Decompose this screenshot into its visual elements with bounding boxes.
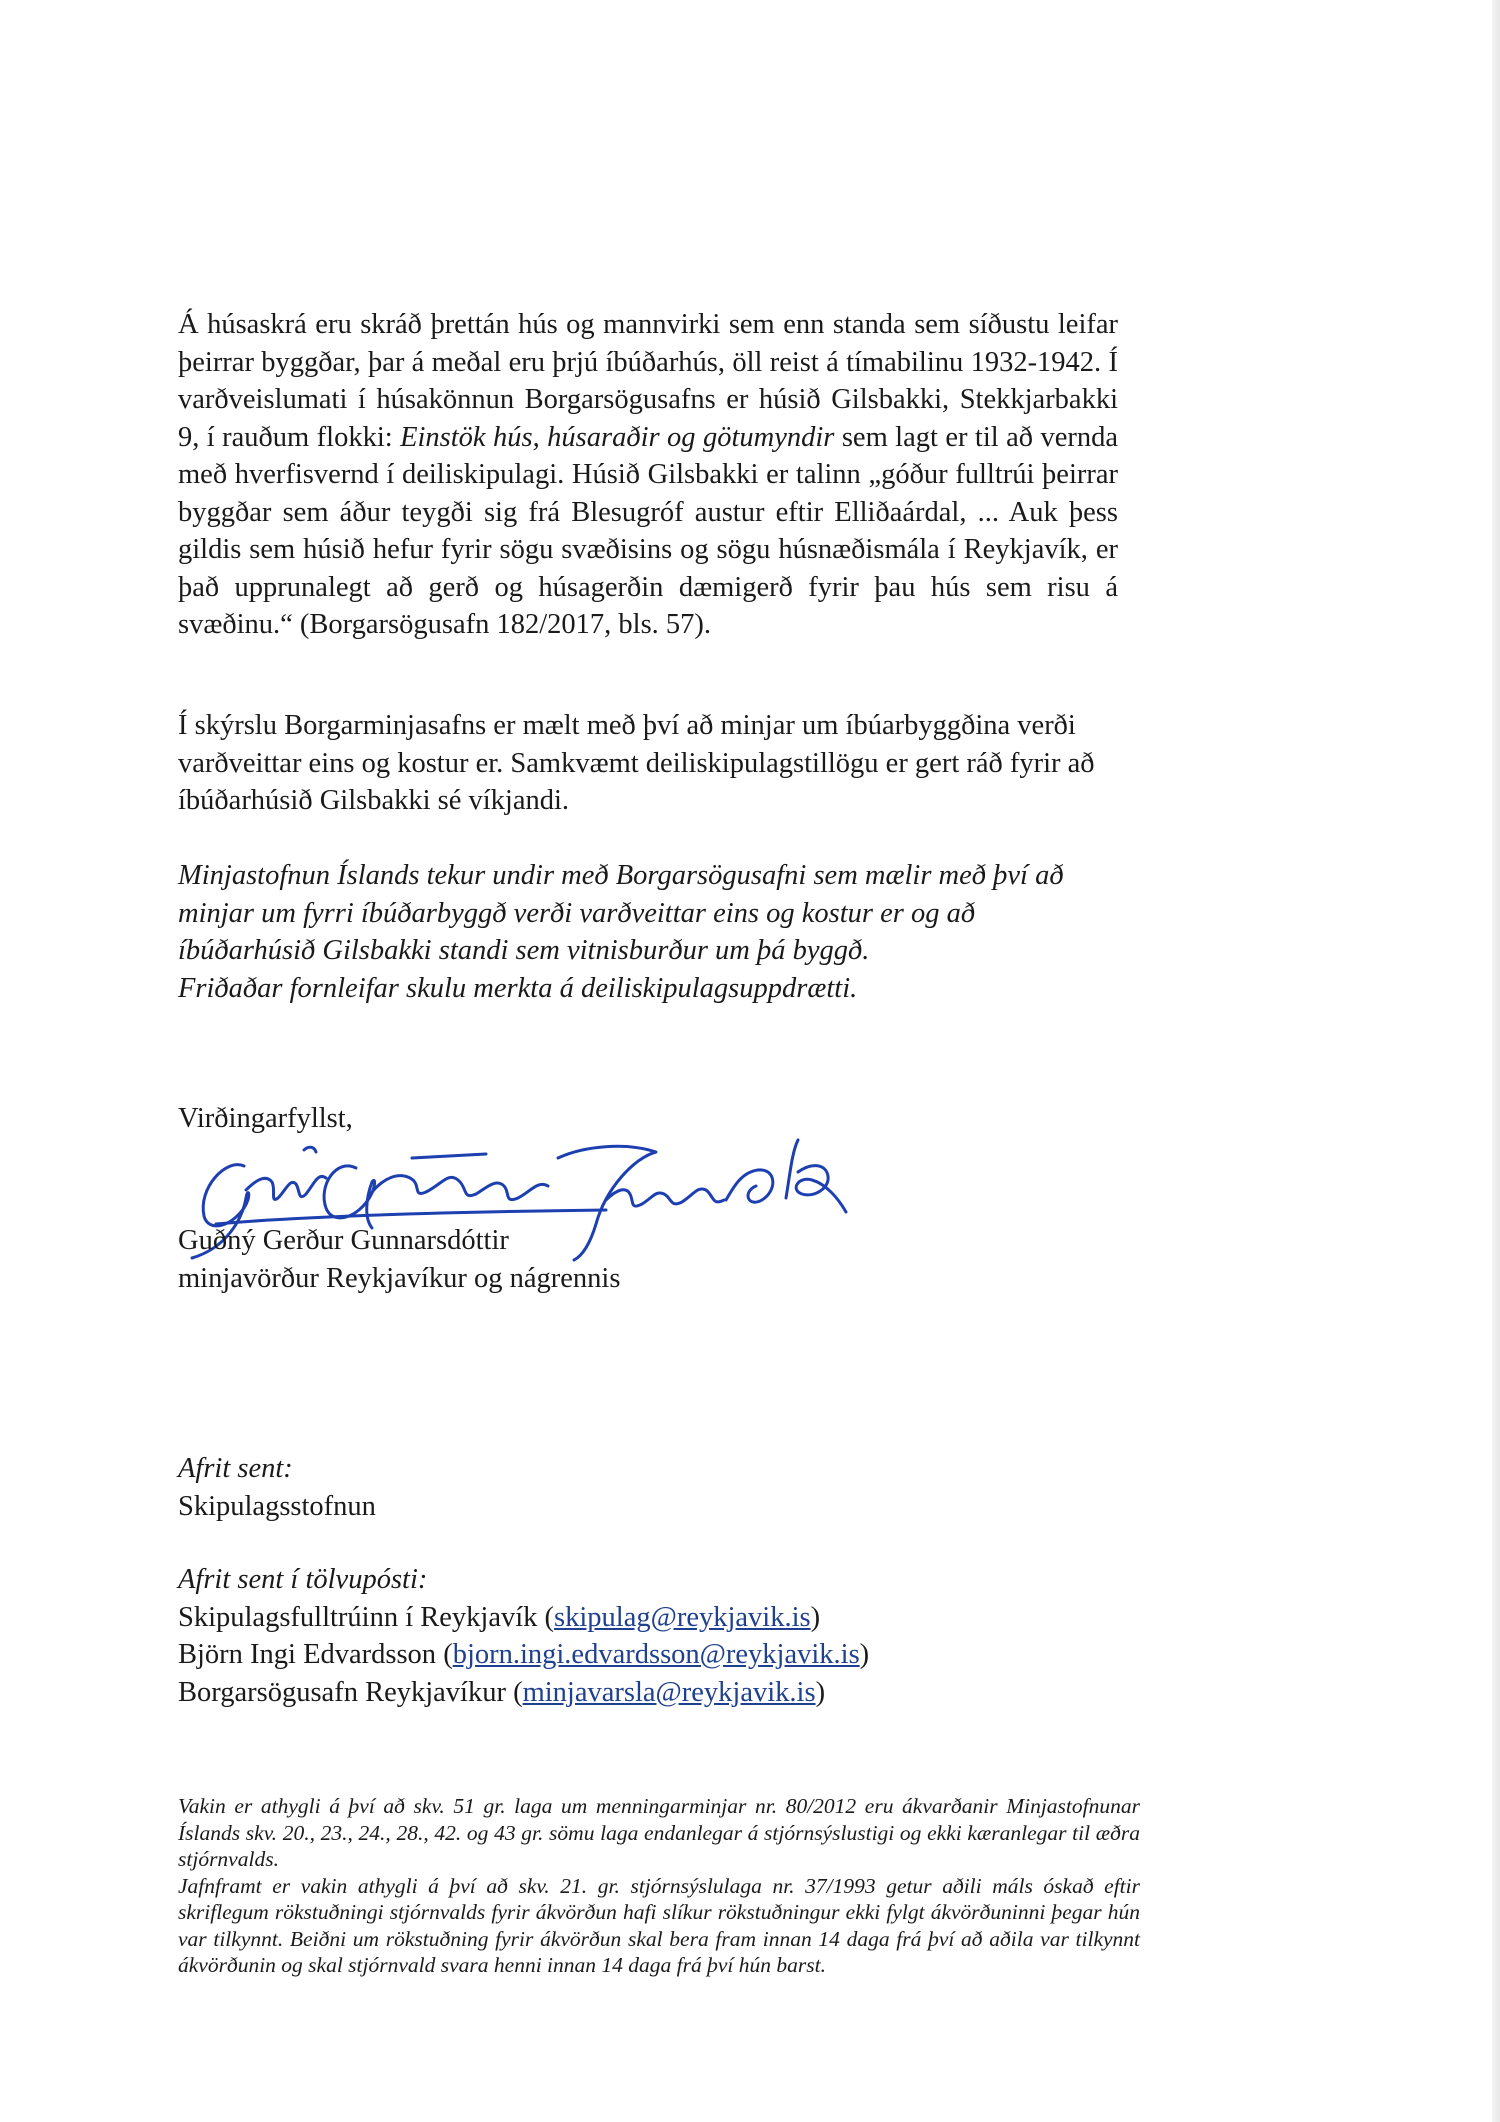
signer-block (178, 1222, 1118, 1297)
p3-line-1: Minjastofnun Íslands tekur undir með Borgarsögusafni sem mælir með því að (178, 860, 1064, 891)
signer-name: Guðný Gerður Gunnarsdóttir (178, 1225, 509, 1256)
signer-title: minjavörður Reykjavíkur og nágrennis (178, 1262, 621, 1294)
email-link[interactable]: minjavarsla@reykjavik.is (522, 1676, 816, 1708)
copy-email-heading: Afrit sent í tölvupósti: (178, 1564, 428, 1595)
notice-justification: Jafnframt er vakin athygli á því að skv. 21. gr. stjórnsýslulaga nr. 37/1993 getur aðili máls óskað eftir skriflegum rökstuðningi stjórnvalds fyrir ákvörðun hafi slíkur rökstuðningur ekki fylgt ákvörðuninni þegar hún var tilkynnt. Beiðni um rökstuðning fyrir ákvörðun skal bera fram innan 14 daga frá því að aðila var tilkynnt ákvörðunin og skal stjórnvald svara henni innan 14 daga frá því hún barst. (178, 1873, 1140, 1977)
paragraph-minjastofnun-position (178, 857, 1118, 1007)
email-recipient-row: Björn Ingi Edvardsson (bjorn.ingi.edvardsson@reykjavik.is) (178, 1639, 870, 1670)
p3-line-2: minjar um fyrri íbúðarbyggð verði varðveittar eins og kostur er og að (178, 897, 976, 929)
copy-sent-heading: Afrit sent: (178, 1453, 293, 1484)
copy-recipient: Skipulagsstofnun (178, 1490, 376, 1522)
p2-text: Í skýrslu Borgarminjasafns er mælt með því að minjar um íbúarbyggðina verði varðveittar eins og kostur er. Samkvæmt deiliskipulagstillögu er gert ráð fyrir að íbúðarhúsið Gilsbakki sé víkjandi. (178, 710, 1095, 816)
closing-text: Virðingarfyllst, (178, 1103, 353, 1134)
p1-text-b: sem lagt er til að vernda með hverfisvernd í deiliskipulagi. Húsið Gilsbakki er talinn „góður fulltrúi þeirrar byggðar sem áður teygði sig frá Blesugróf austur eftir Elliðaárdal, ... Auk þess gildis sem húsið hefur fyrir sögu svæðisins og sögu húsnæðismála í Reykjavík, er það upprunalegt að gerð og húsagerðin dæmigerð fyrir þau hús sem risu á svæðinu.“ (Borgarsögusafn 182/2017, bls. 57). (178, 421, 1118, 640)
copy-sent-email (178, 1561, 1118, 1711)
recipient-name: Borgarsögusafn Reykjavíkur (178, 1676, 506, 1708)
email-recipient-row: Borgarsögusafn Reykjavíkur (minjavarsla@reykjavik.is) (178, 1676, 826, 1708)
p3-line-3: íbúðarhúsið Gilsbakki standi sem vitnisburður um þá byggð. (178, 935, 870, 966)
email-link[interactable]: bjorn.ingi.edvardsson@reykjavik.is (452, 1639, 860, 1670)
p3-line-4: Friðaðar fornleifar skulu merkta á deiliskipulagsuppdrætti. (178, 972, 858, 1004)
paragraph-borgarminjasafn-report (178, 707, 1118, 820)
notice-appeal: Vakin er athygli á því að skv. 51 gr. laga um menningarminjar nr. 80/2012 eru ákvarðanir Minjastofnunar Íslands skv. 20., 23., 24., 28., 42. og 43 gr. sömu laga endanlegar á stjórnsýslustigi og ekki kæranlegar til æðra stjórnvalds. (178, 1794, 1140, 1871)
p1-text-a: Á húsaskrá eru skráð þrettán hús og mannvirki sem enn standa sem síðustu leifar þeirrar byggðar, þar á meðal eru þrjú íbúðarhús, öll reist á tímabilinu 1932-1942. Í varðveislumati í húsakönnun Borgarsögusafns er húsið Gilsbakki, Stekkjarbakki 9, í rauðum flokki: (178, 309, 1118, 453)
recipient-name: Skipulagsfulltrúinn í Reykjavík (178, 1601, 538, 1633)
legal-notice (178, 1793, 1140, 1979)
copy-sent (178, 1450, 1118, 1525)
recipient-name: Björn Ingi Edvardsson (178, 1639, 437, 1670)
paragraph-gilsbakki-history (178, 306, 1118, 644)
p1-category-italic: Einstök hús, húsaraðir og götumyndir (400, 421, 835, 453)
email-link[interactable]: skipulag@reykjavik.is (554, 1601, 811, 1633)
page-edge (1492, 0, 1500, 2122)
email-recipient-row: Skipulagsfulltrúinn í Reykjavík (skipulag@reykjavik.is) (178, 1601, 821, 1633)
